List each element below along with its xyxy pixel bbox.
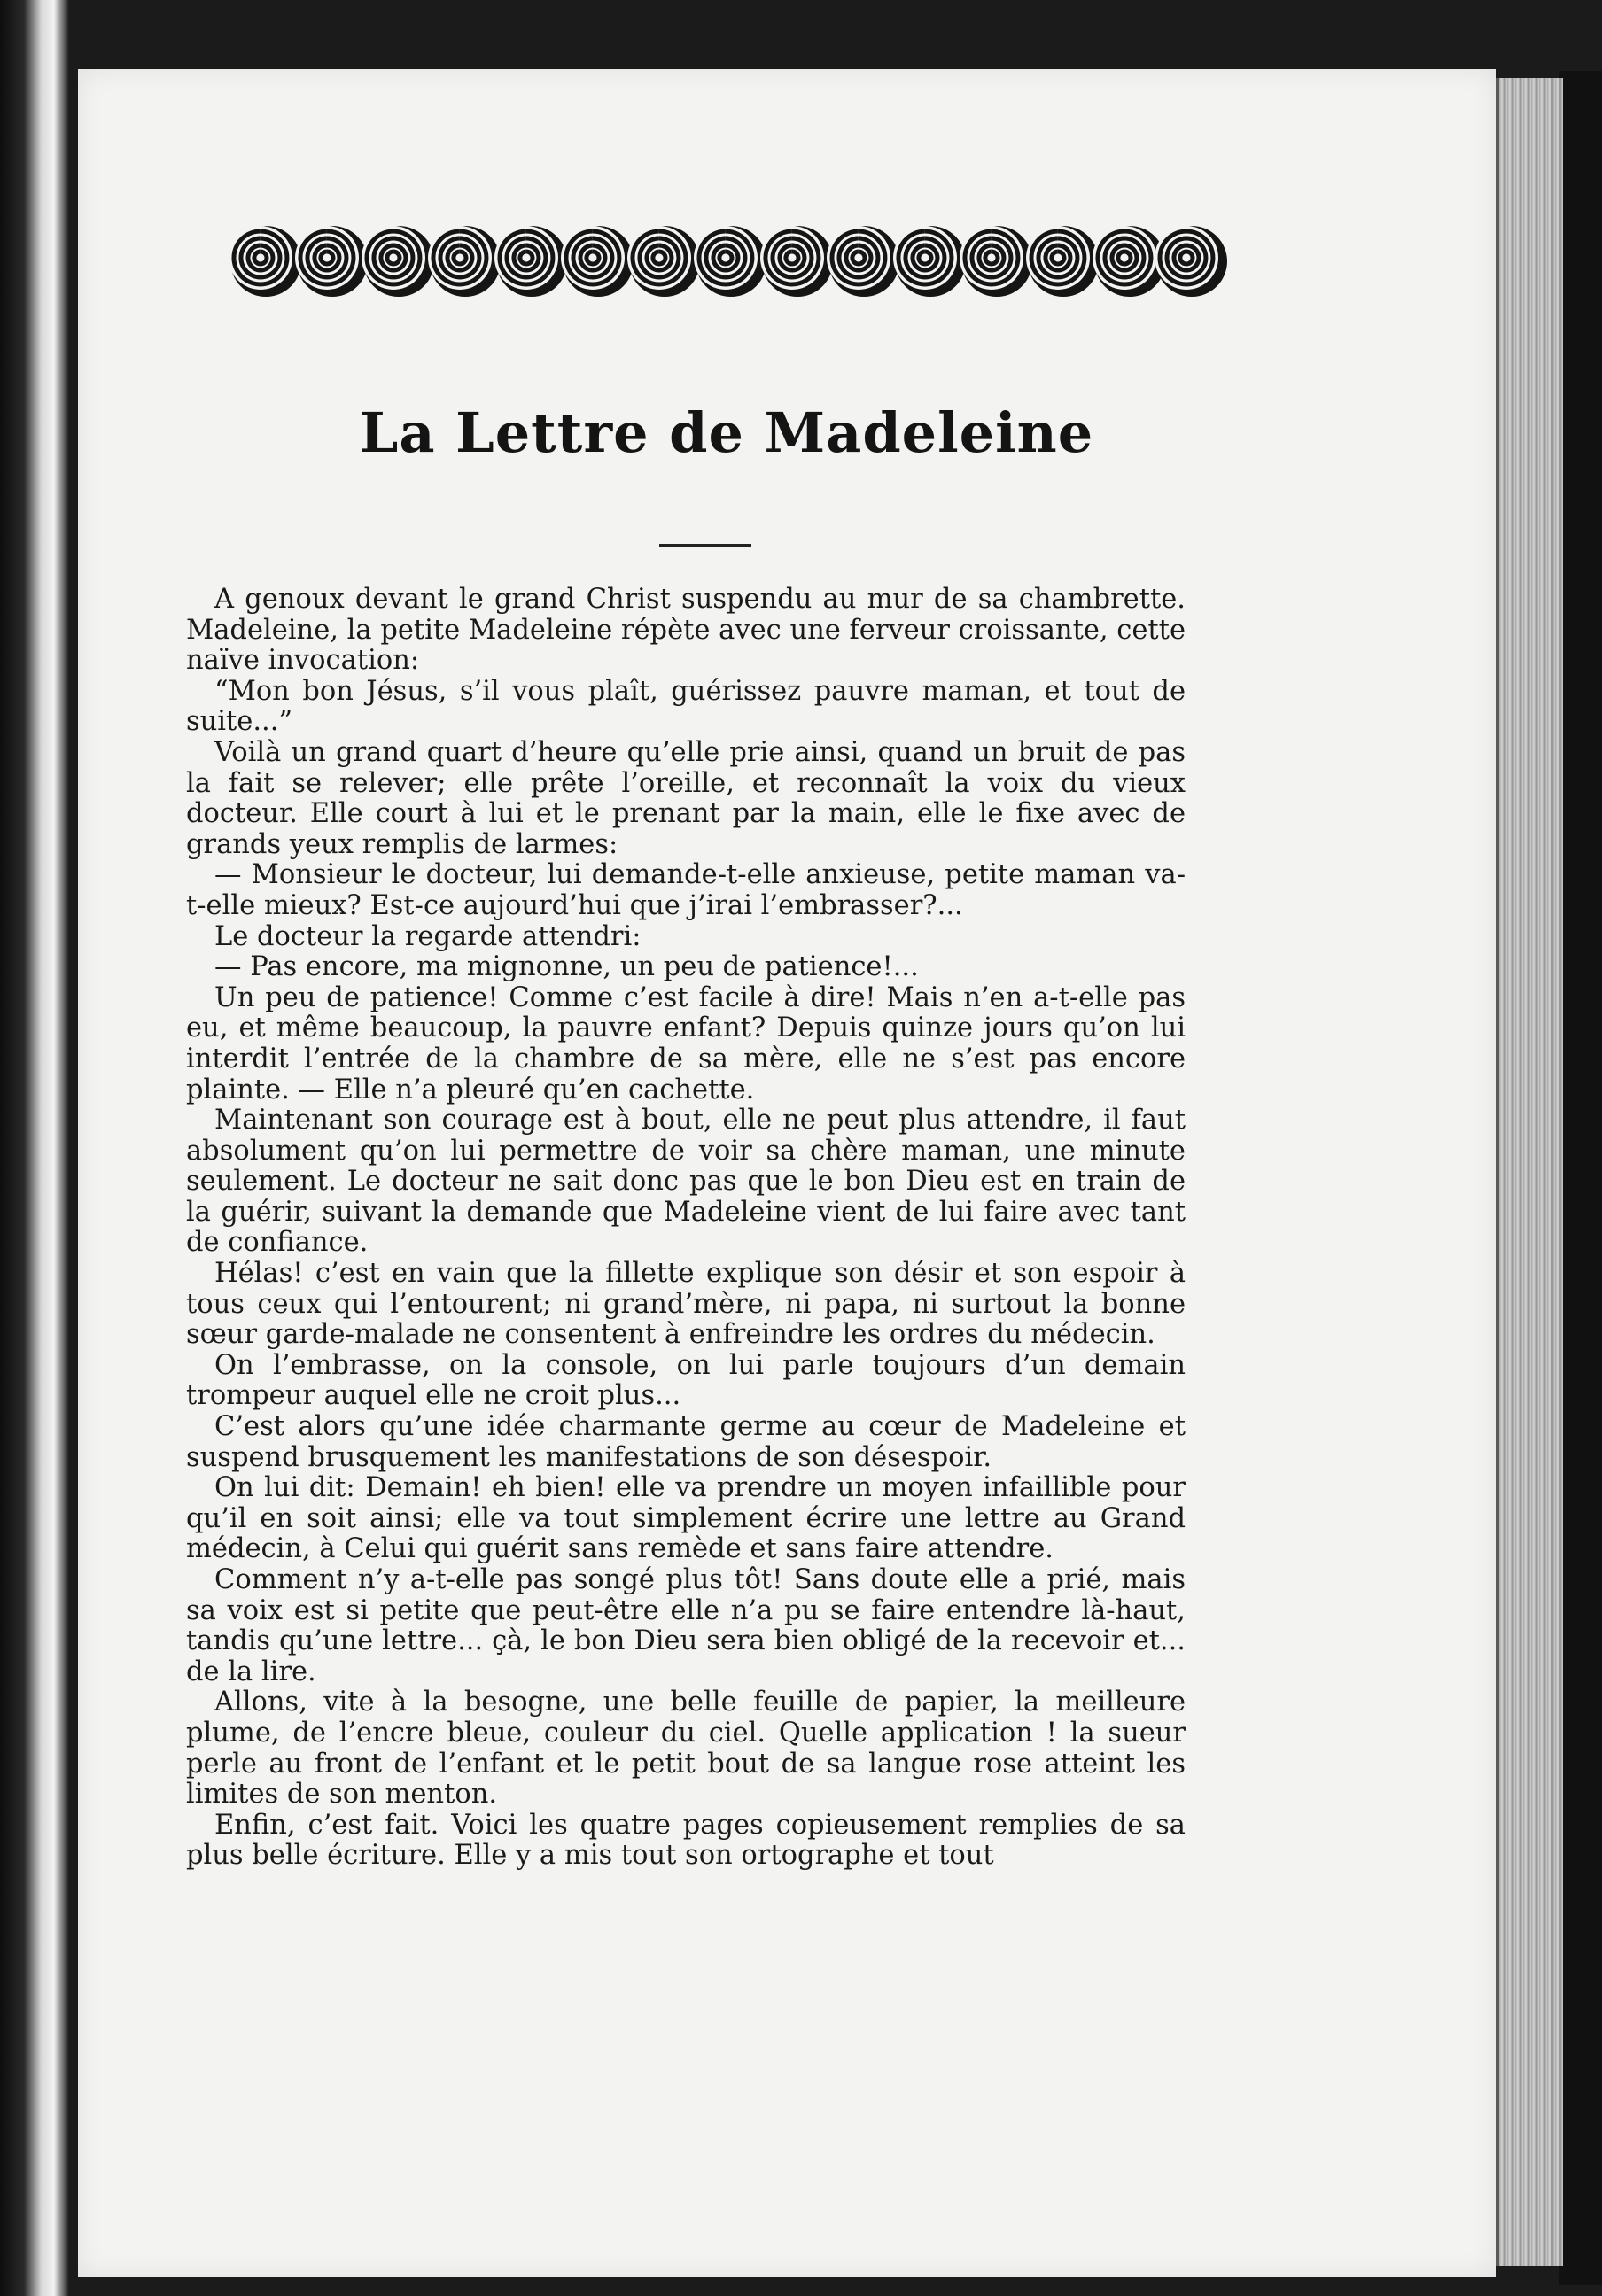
- page-title: La Lettre de Madeleine: [359, 400, 1094, 465]
- paragraph: — Monsieur le docteur, lui demande-t-elle anxieuse, petite maman va-t-elle mieux? Est-ce aujourd’hui que j’irai l’embrasser?...: [186, 859, 1186, 921]
- paragraph: — Pas encore, ma mignonne, un peu de patience!...: [214, 951, 919, 983]
- paragraph: Hélas! c’est en vain que la fillette explique son désir et son espoir à tous ceux qui l’entourent; ni grand’mère, ni papa, ni surtout la bonne sœur garde-malade ne consentent à enfreindre les ordres du médecin.: [186, 1258, 1186, 1351]
- page-stack-edge: [1496, 78, 1563, 2266]
- paragraph: Un peu de patience! Comme c’est facile à dire! Mais n’en a-t-elle pas eu, et même beaucoup, la pauvre enfant? Depuis quinze jours qu’on lui interdit l’entrée de la chambre de sa mère, elle ne s’est pas encore plainte. — Elle n’a pleuré qu’en cachette.: [186, 981, 1186, 1105]
- paragraph: Le docteur la regarde attendri:: [214, 920, 642, 952]
- book-gutter: [0, 0, 69, 2296]
- paragraph: Enfin, c’est fait. Voici les quatre pages copieusement remplies de sa plus belle écriture. Elle y a mis tout son ortographe et tout: [186, 1809, 1186, 1872]
- paragraph: A genoux devant le grand Christ suspendu au mur de sa chambrette. Madeleine, la petite Madeleine répète avec une ferveur croissante, cette naïve invocation:: [186, 584, 1186, 677]
- paragraph: Comment n’y a-t-elle pas songé plus tôt! Sans doute elle a prié, mais sa voix est si petite que peut-être elle n’a pu se faire entendre là-haut, tandis qu’une lettre... çà, le bon Dieu sera bien obligé de la recevoir et... de la lire.: [186, 1564, 1186, 1687]
- paragraph: On lui dit: Demain! eh bien! elle va prendre un moyen infaillible pour qu’il en soit ainsi; elle va tout simplement écrire une lettre au Grand médecin, à Celui qui guérit sans remède et sans faire attendre.: [186, 1472, 1186, 1565]
- book-shadow: [1559, 71, 1602, 2285]
- spiral-border-ornament: [226, 213, 1227, 310]
- paragraph: Allons, vite à la besogne, une belle feuille de papier, la meilleure plume, de l’encre bleue, couleur du ciel. Quelle application ! la sueur perle au front de l’enfant et le petit bout de sa langue rose atteint les limites de son menton.: [186, 1687, 1186, 1811]
- article-body: [186, 585, 1186, 1872]
- title-divider: [659, 544, 751, 547]
- paragraph: “Mon bon Jésus, s’il vous plaît, guérissez pauvre maman, et tout de suite...”: [186, 675, 1186, 738]
- paragraph: On l’embrasse, on la console, on lui parle toujours d’un demain trompeur auquel elle ne croit plus...: [186, 1349, 1186, 1412]
- paragraph: Maintenant son courage est à bout, elle ne peut plus attendre, il faut absolument qu’on lui permettre de voir sa chère maman, une minute seulement. Le docteur ne sait donc pas que le bon Dieu est en train de la guérir, suivant la demande que Madeleine vient de lui faire avec tant de confiance.: [186, 1105, 1186, 1259]
- paragraph: C’est alors qu’une idée charmante germe au cœur de Madeleine et suspend brusquement les manifestations de son désespoir.: [186, 1411, 1186, 1473]
- paragraph: Voilà un grand quart d’heure qu’elle prie ainsi, quand un bruit de pas la fait se relever; elle prête l’oreille, et reconnaît la voix du vieux docteur. Elle court à lui et le prenant par la main, elle le fixe avec de grands yeux remplis de larmes:: [186, 736, 1186, 860]
